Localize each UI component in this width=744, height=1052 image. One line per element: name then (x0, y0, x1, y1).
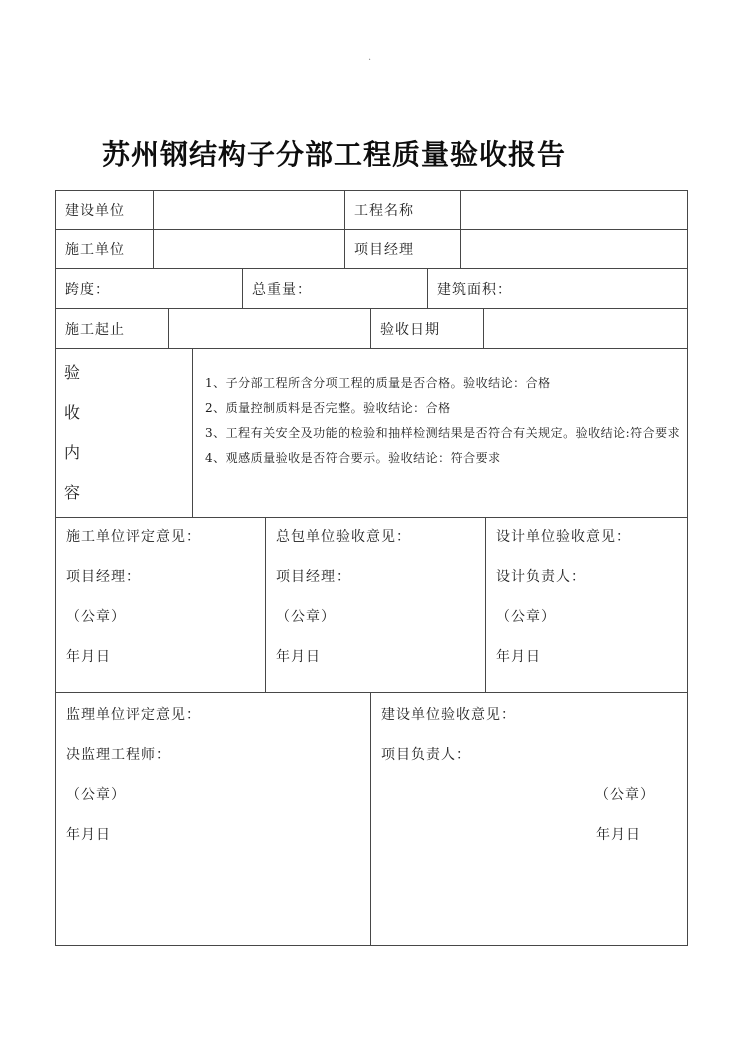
opinion-owner[interactable] (371, 693, 687, 945)
label-contractor-unit: 施工单位 (56, 230, 154, 268)
field-project-name[interactable] (461, 191, 687, 229)
header-char: 收 (64, 403, 82, 422)
opinion-title: 总包单位验收意见： (276, 529, 411, 545)
opinion-role: 设计负责人： (496, 569, 586, 585)
opinion-role: 决监理工程师： (66, 747, 171, 763)
opinion-title: 设计单位验收意见： (496, 529, 631, 545)
table-row-dates (56, 309, 687, 349)
opinion-date: 年月日 (276, 649, 321, 665)
header-char: 内 (64, 443, 82, 462)
field-total-weight[interactable]: 总重量： (243, 269, 428, 308)
opinion-seal: （公章） (66, 609, 126, 625)
field-construction-period[interactable] (169, 309, 371, 348)
acceptance-item: 3、工程有关安全及功能的检验和抽样检测结果是否符合有关规定。验收结论:符合要求 (205, 426, 681, 440)
field-project-manager[interactable] (461, 230, 687, 268)
acceptance-item: 2、质量控制质料是否完整。验收结论：合格 (205, 401, 451, 415)
opinion-designer[interactable] (486, 518, 687, 692)
header-char: 验 (64, 363, 82, 382)
opinion-seal: （公章） (595, 787, 655, 803)
label-construction-period: 施工起止 (56, 309, 169, 348)
opinion-seal: （公章） (496, 609, 556, 625)
stray-mark: . (368, 52, 372, 63)
label-acceptance-date: 验收日期 (371, 309, 484, 348)
opinion-role: 项目经理： (66, 569, 141, 585)
table-row-opinions (56, 518, 687, 693)
opinion-title: 建设单位验收意见： (381, 707, 516, 723)
opinion-supervisor[interactable] (56, 693, 371, 945)
opinion-role: 项目经理： (276, 569, 351, 585)
acceptance-item: 4、观感质量验收是否符合要示。验收结论：符合要求 (205, 451, 501, 465)
opinion-date: 年月日 (596, 827, 641, 843)
opinion-general-contractor[interactable] (266, 518, 486, 692)
opinion-seal: （公章） (66, 787, 126, 803)
opinion-role: 项目负责人： (381, 747, 471, 763)
acceptance-item: 1、子分部工程所含分项工程的质量是否合格。验收结论：合格 (205, 376, 551, 390)
table-row-bottom-opinions (56, 693, 687, 945)
acceptance-content-list (193, 349, 687, 517)
page-title: 苏州钢结构子分部工程质量验收报告 (101, 138, 566, 171)
opinion-date: 年月日 (66, 649, 111, 665)
field-span[interactable]: 跨度： (56, 269, 243, 308)
field-acceptance-date[interactable] (484, 309, 687, 348)
table-row-dimensions (56, 269, 687, 309)
opinion-title: 监理单位评定意见： (66, 707, 201, 723)
opinion-title: 施工单位评定意见： (66, 529, 201, 545)
label-construction-unit: 建设单位 (56, 191, 154, 229)
opinion-date: 年月日 (66, 827, 111, 843)
opinion-date: 年月日 (496, 649, 541, 665)
opinion-seal: （公章） (276, 609, 336, 625)
table-row-acceptance-content (56, 349, 687, 518)
table-row-units-2 (56, 230, 687, 269)
acceptance-content-header (56, 349, 193, 517)
opinion-contractor[interactable] (56, 518, 266, 692)
acceptance-report-table (55, 190, 688, 946)
table-row-units-1 (56, 191, 687, 230)
label-project-name: 工程名称 (345, 191, 461, 229)
field-construction-unit[interactable] (154, 191, 345, 229)
field-contractor-unit[interactable] (154, 230, 345, 268)
label-project-manager: 项目经理 (345, 230, 461, 268)
field-building-area[interactable]: 建筑面积： (437, 281, 512, 298)
header-char: 容 (64, 483, 82, 502)
